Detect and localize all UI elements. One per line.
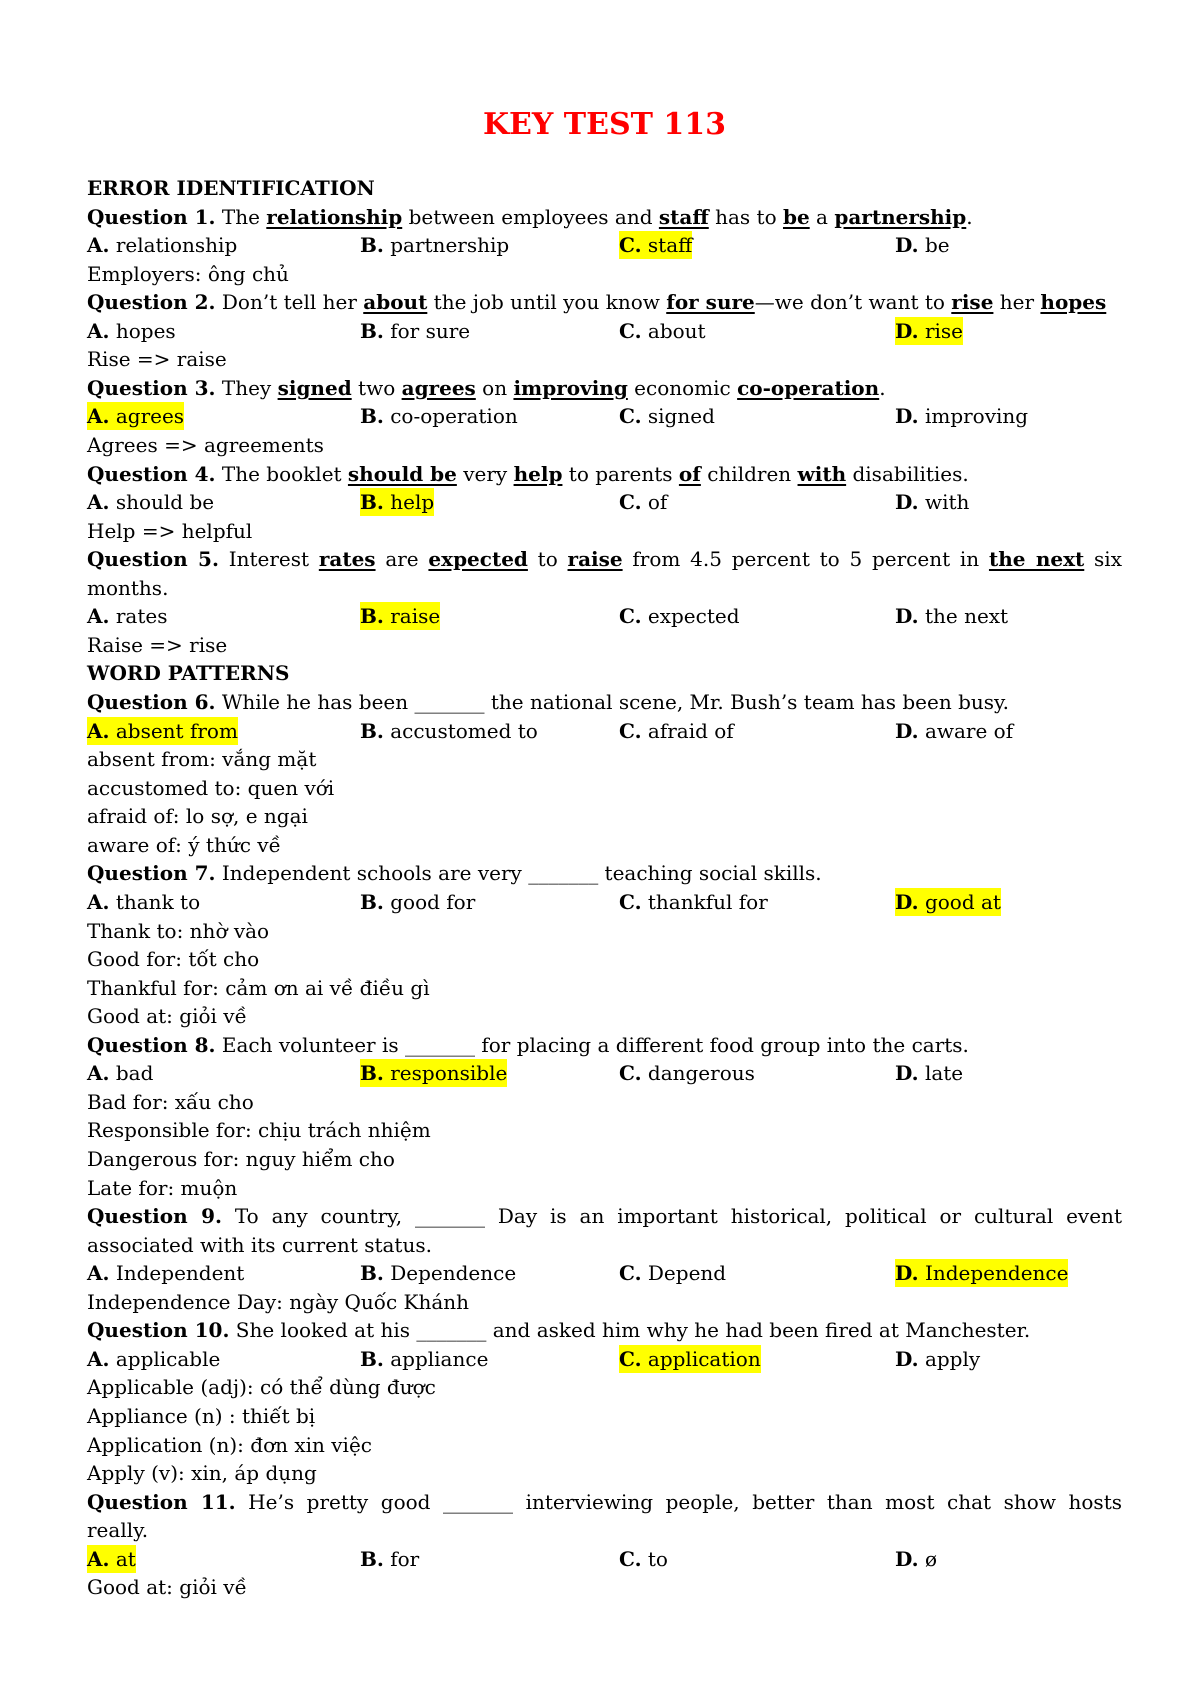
- option-letter: B.: [360, 1061, 384, 1086]
- tested-word: staff: [658, 204, 709, 229]
- explanation-note: Good for: tốt cho: [87, 947, 260, 972]
- page-title: KEY TEST 113: [482, 107, 727, 142]
- explanation-note: afraid of: lo sợ, e ngại: [87, 804, 308, 829]
- explanation-note: aware of: ý thức về: [87, 832, 281, 857]
- option-content: [87, 1347, 220, 1371]
- option-letter: B.: [360, 604, 384, 629]
- option-letter: A.: [87, 1346, 110, 1371]
- options-row: [87, 231, 1122, 260]
- option-text: applicable: [115, 1346, 221, 1371]
- option-letter: A.: [87, 604, 110, 629]
- option-c: [619, 1545, 668, 1574]
- question-text-segment: very: [456, 461, 514, 486]
- option-b: [360, 717, 538, 746]
- option-letter: D.: [895, 1261, 919, 1286]
- option-text: help: [390, 490, 435, 515]
- option-b: [360, 602, 440, 631]
- tested-word: co-operation: [737, 375, 880, 400]
- explanation-note: Rise => raise: [87, 347, 227, 372]
- option-content: [360, 404, 518, 428]
- option-text: relationship: [115, 233, 238, 258]
- option-content: [619, 1547, 668, 1571]
- option-text: rise: [924, 318, 964, 343]
- question-text-segment: They: [215, 375, 278, 400]
- option-a: [87, 1259, 244, 1288]
- option-letter: D.: [895, 404, 919, 429]
- option-letter: A.: [87, 233, 110, 258]
- tested-word: partnership: [834, 204, 967, 229]
- question-text-segment: between employees and: [402, 204, 659, 229]
- question-text-segment: to parents: [562, 461, 679, 486]
- option-b: [360, 317, 470, 346]
- question-label: Question 11.: [87, 1489, 236, 1514]
- option-content: [619, 404, 715, 428]
- question-text-segment: While he has been _______ the national scene, Mr. Bush’s team has been busy.: [215, 690, 1010, 715]
- option-b: [360, 488, 434, 517]
- question-text-segment: has to: [708, 204, 783, 229]
- question-text-segment: Interest: [218, 547, 319, 572]
- question-5-text: [87, 545, 1122, 602]
- question-label: Question 5.: [87, 547, 219, 572]
- option-text: the next: [924, 604, 1009, 629]
- option-text: co-operation: [390, 404, 518, 429]
- question-label: Question 8.: [87, 1032, 216, 1057]
- correct-answer-highlight: [895, 317, 963, 345]
- question-text-segment: are: [375, 547, 429, 572]
- options-row: [87, 488, 1122, 517]
- option-text: aware of: [924, 718, 1014, 743]
- option-text: responsible: [390, 1061, 508, 1086]
- option-letter: A.: [87, 318, 110, 343]
- option-text: thank to: [115, 889, 201, 914]
- option-text: apply: [924, 1346, 981, 1371]
- option-letter: C.: [619, 404, 642, 429]
- option-text: afraid of: [647, 718, 734, 743]
- option-content: [619, 1261, 726, 1285]
- option-letter: C.: [619, 318, 642, 343]
- option-d: [895, 1545, 937, 1574]
- question-text-segment: He’s pretty good _______ interviewing people, better than most chat show hosts really.: [87, 1489, 1122, 1543]
- explanation-note: Responsible for: chịu trách nhiệm: [87, 1118, 431, 1143]
- option-letter: C.: [619, 1546, 642, 1571]
- option-text: should be: [115, 490, 215, 515]
- option-letter: D.: [895, 1061, 919, 1086]
- question-text-segment: on: [475, 375, 514, 400]
- explanation-note: accustomed to: quen với: [87, 775, 335, 800]
- option-d: [895, 488, 969, 517]
- option-letter: C.: [619, 604, 642, 629]
- correct-answer-highlight: [87, 402, 184, 430]
- question-text-segment: two: [351, 375, 402, 400]
- option-b: [360, 1545, 419, 1574]
- option-d: [895, 602, 1008, 631]
- option-letter: D.: [895, 604, 919, 629]
- option-text: rates: [115, 604, 168, 629]
- option-letter: D.: [895, 318, 919, 343]
- tested-word: the next: [988, 547, 1085, 572]
- explanation-note: Independence Day: ngày Quốc Khánh: [87, 1289, 470, 1314]
- options-row: [87, 402, 1122, 431]
- explanation-note: Bad for: xấu cho: [87, 1089, 254, 1114]
- option-text: application: [647, 1346, 761, 1371]
- option-a: [87, 1059, 153, 1088]
- tested-word: about: [363, 290, 428, 315]
- option-d: [895, 402, 1028, 431]
- option-content: [87, 233, 237, 257]
- correct-answer-highlight: [87, 1545, 136, 1573]
- option-c: [619, 888, 768, 917]
- option-text: Independence: [924, 1261, 1069, 1286]
- tested-word: rates: [318, 547, 376, 572]
- question-label: Question 4.: [87, 461, 216, 486]
- option-text: absent from: [115, 718, 238, 743]
- option-d: [895, 1345, 980, 1374]
- explanation-note: Application (n): đơn xin việc: [87, 1432, 372, 1457]
- question-text-segment: To any country, _______ Day is an important historical, political or cultural event associated with its current status.: [87, 1204, 1122, 1257]
- option-text: bad: [115, 1061, 154, 1086]
- tested-word: signed: [277, 375, 352, 400]
- tested-word: improving: [513, 375, 628, 400]
- option-letter: B.: [360, 1346, 384, 1371]
- option-b: [360, 888, 475, 917]
- option-text: with: [924, 490, 970, 515]
- explanation-note: Raise => rise: [87, 632, 228, 657]
- option-b: [360, 1345, 488, 1374]
- option-content: [619, 1061, 755, 1085]
- question-2-text: [87, 288, 1122, 317]
- tested-word: relationship: [266, 204, 403, 229]
- option-letter: B.: [360, 490, 384, 515]
- option-content: [360, 1547, 419, 1571]
- option-letter: A.: [87, 718, 110, 743]
- question-label: Question 10.: [87, 1318, 230, 1343]
- option-content: [87, 604, 167, 628]
- option-letter: B.: [360, 718, 384, 743]
- option-text: partnership: [390, 233, 510, 258]
- correct-answer-highlight: [87, 717, 238, 745]
- explanation-note: absent from: vắng mặt: [87, 747, 317, 772]
- option-content: [87, 319, 176, 343]
- options-row: [87, 888, 1122, 917]
- explanation-note: Good at: giỏi về: [87, 1004, 247, 1029]
- option-c: [619, 488, 667, 517]
- tested-word: help: [513, 461, 563, 486]
- question-label: Question 3.: [87, 375, 216, 400]
- section-heading: WORD PATTERNS: [87, 661, 290, 686]
- option-letter: B.: [360, 404, 384, 429]
- question-text-segment: .: [966, 204, 973, 229]
- question-text-segment: —we don’t want to: [754, 290, 952, 315]
- option-content: [895, 1061, 963, 1085]
- option-content: [87, 890, 200, 914]
- option-text: Dependence: [390, 1261, 517, 1286]
- question-4-text: [87, 460, 1122, 489]
- question-text-segment: Don’t tell her: [215, 290, 364, 315]
- option-a: [87, 602, 167, 631]
- question-text-segment: Independent schools are very _______ teaching social skills.: [215, 861, 822, 886]
- option-content: [895, 1347, 980, 1371]
- option-d: [895, 888, 1001, 917]
- option-d: [895, 231, 950, 260]
- option-a: [87, 717, 238, 746]
- question-text-segment: a: [809, 204, 835, 229]
- option-text: be: [924, 233, 950, 258]
- tested-word: with: [797, 461, 847, 486]
- option-letter: D.: [895, 490, 919, 515]
- option-b: [360, 1259, 516, 1288]
- correct-answer-highlight: [895, 888, 1001, 916]
- option-letter: A.: [87, 889, 110, 914]
- option-text: improving: [924, 404, 1029, 429]
- tested-word: of: [678, 461, 701, 486]
- question-9-text: [87, 1202, 1122, 1259]
- question-label: Question 2.: [87, 290, 216, 315]
- option-a: [87, 231, 237, 260]
- question-text-segment: The booklet: [215, 461, 348, 486]
- option-content: [360, 1347, 488, 1371]
- option-text: dangerous: [647, 1061, 755, 1086]
- option-letter: A.: [87, 404, 110, 429]
- option-letter: B.: [360, 1261, 384, 1286]
- option-letter: C.: [619, 1261, 642, 1286]
- question-text-segment: six months.: [87, 547, 1122, 600]
- option-text: Depend: [647, 1261, 727, 1286]
- option-letter: A.: [87, 1061, 110, 1086]
- question-text-segment: her: [993, 290, 1041, 315]
- explanation-note: Dangerous for: nguy hiểm cho: [87, 1147, 395, 1171]
- explanation-note: Good at: giỏi về: [87, 1575, 247, 1600]
- option-d: [895, 1259, 1068, 1288]
- option-text: good at: [924, 889, 1001, 914]
- option-c: [619, 717, 734, 746]
- explanation-note: Employers: ông chủ: [87, 261, 289, 286]
- option-c: [619, 317, 706, 346]
- question-text-segment: The: [215, 204, 267, 229]
- question-text-segment: She looked at his _______ and asked him why he had been fired at Manchester.: [229, 1318, 1031, 1343]
- option-c: [619, 1259, 726, 1288]
- correct-answer-highlight: [360, 1059, 507, 1087]
- option-text: signed: [647, 404, 715, 429]
- option-c: [619, 231, 692, 260]
- option-content: [619, 719, 734, 743]
- tested-word: rise: [951, 290, 994, 315]
- option-text: agrees: [115, 404, 185, 429]
- option-content: [619, 319, 706, 343]
- option-letter: B.: [360, 1546, 384, 1571]
- option-content: [87, 490, 214, 514]
- option-content: [360, 319, 470, 343]
- question-label: Question 1.: [87, 204, 216, 229]
- option-text: appliance: [390, 1346, 489, 1371]
- option-text: accustomed to: [390, 718, 538, 743]
- explanation-note: Appliance (n) : thiết bị: [87, 1404, 316, 1429]
- option-text: hopes: [115, 318, 176, 343]
- option-text: of: [647, 490, 668, 515]
- option-a: [87, 1345, 220, 1374]
- option-a: [87, 402, 184, 431]
- option-letter: A.: [87, 1546, 110, 1571]
- option-text: for: [390, 1546, 420, 1571]
- option-content: [360, 1261, 516, 1285]
- option-letter: D.: [895, 233, 919, 258]
- option-content: [895, 719, 1013, 743]
- option-text: Independent: [115, 1261, 245, 1286]
- question-text-segment: to: [527, 547, 568, 572]
- option-letter: C.: [619, 1346, 642, 1371]
- tested-word: be: [782, 204, 810, 229]
- correct-answer-highlight: [619, 231, 692, 259]
- explanation-note: Thankful for: cảm ơn ai về điều gì: [87, 975, 430, 1000]
- question-label: Question 9.: [87, 1204, 223, 1229]
- option-text: ø: [924, 1546, 937, 1571]
- options-row: [87, 1345, 1122, 1374]
- question-text-segment: economic: [627, 375, 738, 400]
- option-text: to: [647, 1546, 668, 1571]
- option-a: [87, 488, 214, 517]
- option-letter: B.: [360, 318, 384, 343]
- option-content: [87, 1261, 244, 1285]
- option-d: [895, 717, 1013, 746]
- option-letter: B.: [360, 233, 384, 258]
- correct-answer-highlight: [360, 488, 434, 516]
- question-label: Question 6.: [87, 690, 216, 715]
- explanation-note: Agrees => agreements: [87, 433, 324, 458]
- option-c: [619, 402, 715, 431]
- option-letter: C.: [619, 718, 642, 743]
- question-7-text: [87, 859, 1122, 888]
- question-text-segment: children: [700, 461, 798, 486]
- option-b: [360, 402, 518, 431]
- option-d: [895, 1059, 963, 1088]
- option-letter: C.: [619, 889, 642, 914]
- option-text: about: [647, 318, 706, 343]
- option-content: [87, 1061, 153, 1085]
- options-row: [87, 602, 1122, 631]
- option-content: [895, 233, 950, 257]
- option-c: [619, 1059, 755, 1088]
- option-letter: C.: [619, 233, 642, 258]
- option-b: [360, 231, 509, 260]
- option-letter: B.: [360, 889, 384, 914]
- option-text: at: [115, 1546, 136, 1571]
- option-content: [619, 490, 667, 514]
- options-row: [87, 317, 1122, 346]
- question-1-text: [87, 203, 1122, 232]
- option-content: [895, 604, 1008, 628]
- option-content: [360, 890, 475, 914]
- question-3-text: [87, 374, 1122, 403]
- option-letter: D.: [895, 1346, 919, 1371]
- option-content: [360, 719, 538, 743]
- options-row: [87, 1059, 1122, 1088]
- section-heading: ERROR IDENTIFICATION: [87, 176, 375, 200]
- option-content: [895, 404, 1028, 428]
- tested-word: hopes: [1040, 290, 1107, 315]
- document-page: [87, 0, 1122, 1696]
- option-letter: D.: [895, 889, 919, 914]
- question-8-text: [87, 1031, 1122, 1060]
- option-d: [895, 317, 963, 346]
- tested-word: raise: [567, 547, 623, 572]
- question-text-segment: from 4.5 percent to 5 percent in: [622, 547, 989, 572]
- answer-key-body: [87, 174, 1122, 1602]
- correct-answer-highlight: [619, 1345, 761, 1373]
- question-10-text: [87, 1316, 1122, 1345]
- option-text: good for: [390, 889, 476, 914]
- option-text: late: [924, 1061, 964, 1086]
- question-6-text: [87, 688, 1122, 717]
- options-row: [87, 717, 1122, 746]
- option-text: thankful for: [647, 889, 768, 914]
- option-a: [87, 1545, 136, 1574]
- tested-word: agrees: [401, 375, 476, 400]
- option-text: for sure: [390, 318, 471, 343]
- correct-answer-highlight: [360, 602, 440, 630]
- option-content: [360, 233, 509, 257]
- tested-word: for sure: [666, 290, 755, 315]
- option-letter: C.: [619, 490, 642, 515]
- option-content: [895, 490, 969, 514]
- option-letter: D.: [895, 1546, 919, 1571]
- explanation-note: Applicable (adj): có thể dùng được: [87, 1375, 436, 1400]
- option-text: raise: [390, 604, 441, 629]
- correct-answer-highlight: [895, 1259, 1068, 1287]
- option-letter: A.: [87, 1261, 110, 1286]
- question-label: Question 7.: [87, 861, 216, 886]
- option-text: staff: [647, 233, 693, 258]
- option-a: [87, 888, 200, 917]
- explanation-note: Help => helpful: [87, 518, 253, 543]
- explanation-note: Apply (v): xin, áp dụng: [87, 1461, 317, 1486]
- option-c: [619, 602, 740, 631]
- option-b: [360, 1059, 507, 1088]
- option-content: [619, 890, 768, 914]
- option-c: [619, 1345, 761, 1374]
- options-row: [87, 1545, 1122, 1574]
- option-letter: A.: [87, 490, 110, 515]
- question-text-segment: .: [879, 375, 886, 400]
- option-letter: C.: [619, 1061, 642, 1086]
- option-letter: D.: [895, 718, 919, 743]
- option-content: [619, 604, 740, 628]
- question-text-segment: disabilities.: [846, 461, 969, 486]
- explanation-note: Late for: muộn: [87, 1175, 238, 1200]
- question-text-segment: Each volunteer is _______ for placing a different food group into the carts.: [215, 1032, 969, 1057]
- option-text: expected: [647, 604, 740, 629]
- tested-word: should be: [347, 461, 457, 486]
- option-content: [895, 1547, 937, 1571]
- question-text-segment: the job until you know: [427, 290, 667, 315]
- explanation-note: Thank to: nhờ vào: [87, 918, 270, 943]
- options-row: [87, 1259, 1122, 1288]
- question-11-text: [87, 1488, 1122, 1545]
- tested-word: expected: [428, 547, 528, 572]
- option-a: [87, 317, 176, 346]
